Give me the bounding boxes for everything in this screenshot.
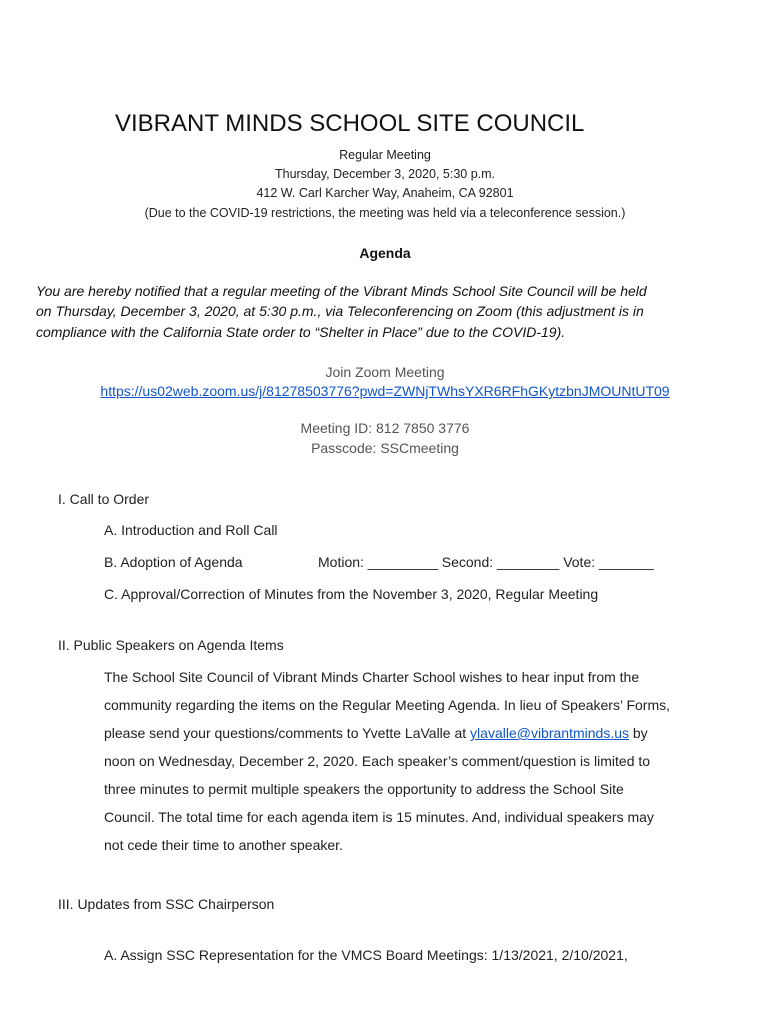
zoom-link[interactable]: https://us02web.zoom.us/j/81278503776?pwd=ZWNjTWhsYXR6RFhGKytzbnJMOUNtUT09 — [100, 383, 670, 399]
page-title: VIBRANT MINDS SCHOOL SITE COUNCIL — [115, 110, 585, 137]
section-1-item-a: A. Introduction and Roll Call — [104, 522, 278, 538]
covid-note: (Due to the COVID-19 restrictions, the meeting was held via a teleconference session.) — [144, 206, 626, 220]
zoom-join-label: Join Zoom Meeting — [325, 364, 445, 380]
section-2-line-2: community regarding the items on the Regular Meeting Agenda. In lieu of Speakers’ Forms, — [104, 697, 670, 713]
section-2-line-3 — [104, 725, 648, 741]
notice-line-3: compliance with the California State order to “Shelter in Place” due to the COVID-19). — [36, 324, 566, 340]
section-2-line-3-text: please send your questions/comments to Yvette LaValle at — [104, 725, 471, 741]
meeting-address: 412 W. Carl Karcher Way, Anaheim, CA 92801 — [256, 186, 514, 200]
meeting-type: Regular Meeting — [339, 148, 431, 162]
section-2-heading: II. Public Speakers on Agenda Items — [58, 637, 284, 653]
passcode: Passcode: SSCmeeting — [311, 440, 459, 456]
notice-line-1: You are hereby notified that a regular meeting of the Vibrant Minds School Site Council will be held — [36, 283, 647, 299]
section-1-item-c: C. Approval/Correction of Minutes from the November 3, 2020, Regular Meeting — [104, 586, 599, 602]
notice-line-2: on Thursday, December 3, 2020, at 5:30 p.m., via Teleconferencing on Zoom (this adjustment is in — [36, 303, 644, 319]
meeting-datetime: Thursday, December 3, 2020, 5:30 p.m. — [274, 167, 496, 181]
section-3-heading: III. Updates from SSC Chairperson — [58, 896, 275, 912]
section-2-line-5: three minutes to permit multiple speakers the opportunity to address the School Site — [104, 781, 624, 797]
section-1-item-b-motion: Motion: _________ Second: ________ Vote: _______ — [318, 554, 654, 570]
section-2-line-6: Council. The total time for each agenda item is 15 minutes. And, individual speakers may — [104, 809, 654, 825]
section-2-line-7: not cede their time to another speaker. — [104, 837, 343, 853]
section-2-line-4: noon on Wednesday, December 2, 2020. Each speaker’s comment/question is limited to — [104, 753, 651, 769]
section-1-item-b: B. Adoption of Agenda — [104, 554, 243, 570]
meeting-id: Meeting ID: 812 7850 3776 — [300, 420, 470, 436]
email-link[interactable]: ylavalle@vibrantminds.us — [470, 725, 629, 741]
section-1-heading: I. Call to Order — [58, 491, 150, 507]
agenda-heading: Agenda — [359, 245, 411, 261]
section-3-item-a: A. Assign SSC Representation for the VMCS Board Meetings: 1/13/2021, 2/10/2021, — [104, 947, 628, 963]
section-2-line-1: The School Site Council of Vibrant Minds Charter School wishes to hear input from the — [104, 669, 640, 685]
section-2-line-3-tail: by — [629, 725, 648, 741]
